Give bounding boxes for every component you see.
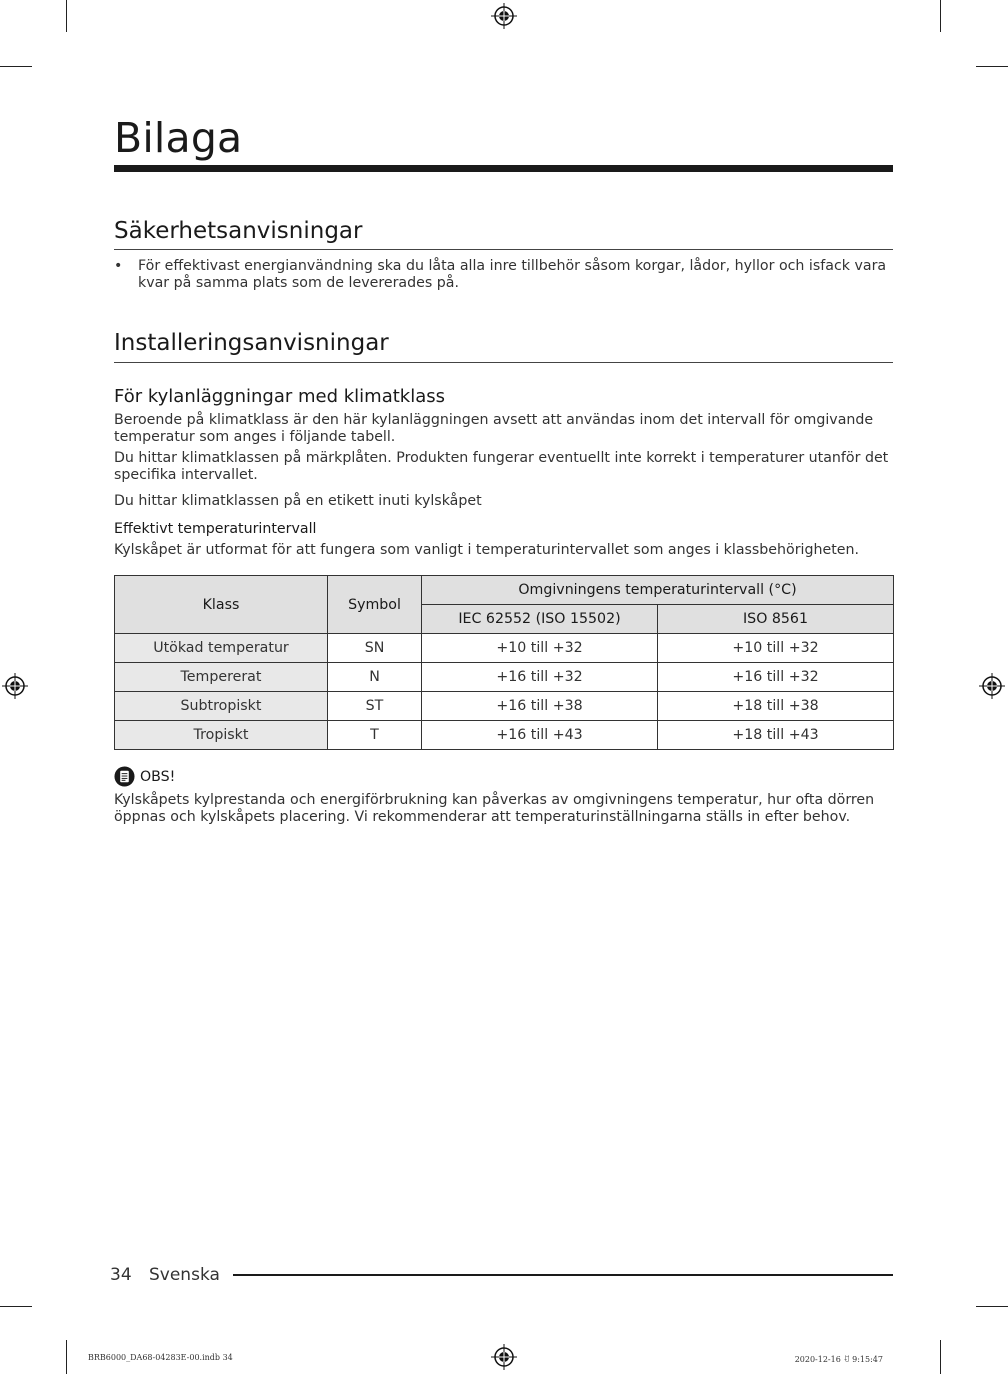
cell-symbol: T xyxy=(328,721,422,750)
bullet-mark: • xyxy=(114,258,123,274)
crop-mark xyxy=(976,66,1008,67)
footer-language: Svenska xyxy=(149,1265,220,1285)
table-row xyxy=(115,663,894,692)
title-rule xyxy=(114,165,893,172)
install-heading: Installeringsanvisningar xyxy=(114,330,389,356)
safety-bullet-item xyxy=(114,258,893,292)
crop-mark xyxy=(940,0,941,32)
table-header-row xyxy=(115,576,894,605)
install-paragraph: Beroende på klimatklass är den här kylanläggningen avsett att användas inom det intervall för omgivande temperatur som anges i följande tabell. xyxy=(114,412,874,445)
header-iec: IEC 62552 (ISO 15502) xyxy=(422,605,658,634)
cell-iso: +10 till +32 xyxy=(658,634,894,663)
cell-symbol: ST xyxy=(328,692,422,721)
table-row xyxy=(115,721,894,750)
crop-mark xyxy=(0,1306,32,1307)
cell-iec: +10 till +32 xyxy=(422,634,658,663)
page-number: 34 xyxy=(110,1265,132,1285)
crop-mark xyxy=(976,1306,1008,1307)
safety-bullet-text: För effektivast energianvändning ska du låta alla inre tillbehör såsom korgar, lådor, hyllor och isfack vara kvar på samma plats som de levererades på. xyxy=(138,258,887,291)
crop-mark xyxy=(0,66,32,67)
page-title: Bilaga xyxy=(114,114,243,162)
note-label: OBS! xyxy=(140,768,176,785)
header-temperature-range: Omgivningens temperaturintervall (°C) xyxy=(422,576,894,605)
header-klass: Klass xyxy=(115,576,328,634)
note-icon xyxy=(114,766,135,787)
registration-mark-icon xyxy=(2,673,28,699)
safety-heading-rule xyxy=(114,249,893,250)
footer-rule xyxy=(233,1274,893,1276)
climate-class-table xyxy=(114,575,894,750)
cell-iec: +16 till +38 xyxy=(422,692,658,721)
install-paragraph: Du hittar klimatklassen på märkplåten. Produkten fungerar eventuellt inte korrekt i temperaturer utanför det specifika intervallet. xyxy=(114,450,889,483)
table-row xyxy=(115,634,894,663)
climate-class-subheading: För kylanläggningar med klimatklass xyxy=(114,386,446,407)
cell-klass: Tropiskt xyxy=(115,721,328,750)
cell-iec: +16 till +32 xyxy=(422,663,658,692)
effective-range-heading: Effektivt temperaturintervall xyxy=(114,521,317,537)
cell-iso: +16 till +32 xyxy=(658,663,894,692)
header-iso: ISO 8561 xyxy=(658,605,894,634)
cell-symbol: SN xyxy=(328,634,422,663)
registration-mark-icon xyxy=(979,673,1005,699)
note-text: Kylskåpets kylprestanda och energiförbrukning kan påverkas av omgivningens temperatur, hur ofta dörren öppnas och kylskåpets placering. Vi rekommenderar att temperaturinställningarna ställs in efter behov. xyxy=(114,792,875,825)
table-row xyxy=(115,692,894,721)
header-symbol: Symbol xyxy=(328,576,422,634)
cell-klass: Tempererat xyxy=(115,663,328,692)
registration-mark-icon xyxy=(491,3,517,29)
note-label-row xyxy=(114,766,175,787)
crop-mark xyxy=(66,0,67,32)
imprint-file: BRB6000_DA68-04283E-00.indb 34 xyxy=(88,1353,233,1362)
cell-klass: Utökad temperatur xyxy=(115,634,328,663)
crop-mark xyxy=(66,1340,67,1374)
effective-range-text: Kylskåpet är utformat för att fungera som vanligt i temperaturintervallet som anges i klassbehörigheten. xyxy=(114,542,860,558)
install-paragraph: Du hittar klimatklassen på en etikett inuti kylskåpet xyxy=(114,493,482,509)
crop-mark xyxy=(940,1340,941,1374)
cell-iso: +18 till +43 xyxy=(658,721,894,750)
registration-mark-icon xyxy=(491,1344,517,1370)
imprint-date: 2020-12-16 ꀀ 9:15:47 xyxy=(794,1355,883,1364)
cell-iec: +16 till +43 xyxy=(422,721,658,750)
safety-heading: Säkerhetsanvisningar xyxy=(114,218,363,244)
cell-symbol: N xyxy=(328,663,422,692)
cell-iso: +18 till +38 xyxy=(658,692,894,721)
cell-klass: Subtropiskt xyxy=(115,692,328,721)
install-heading-rule xyxy=(114,362,893,363)
